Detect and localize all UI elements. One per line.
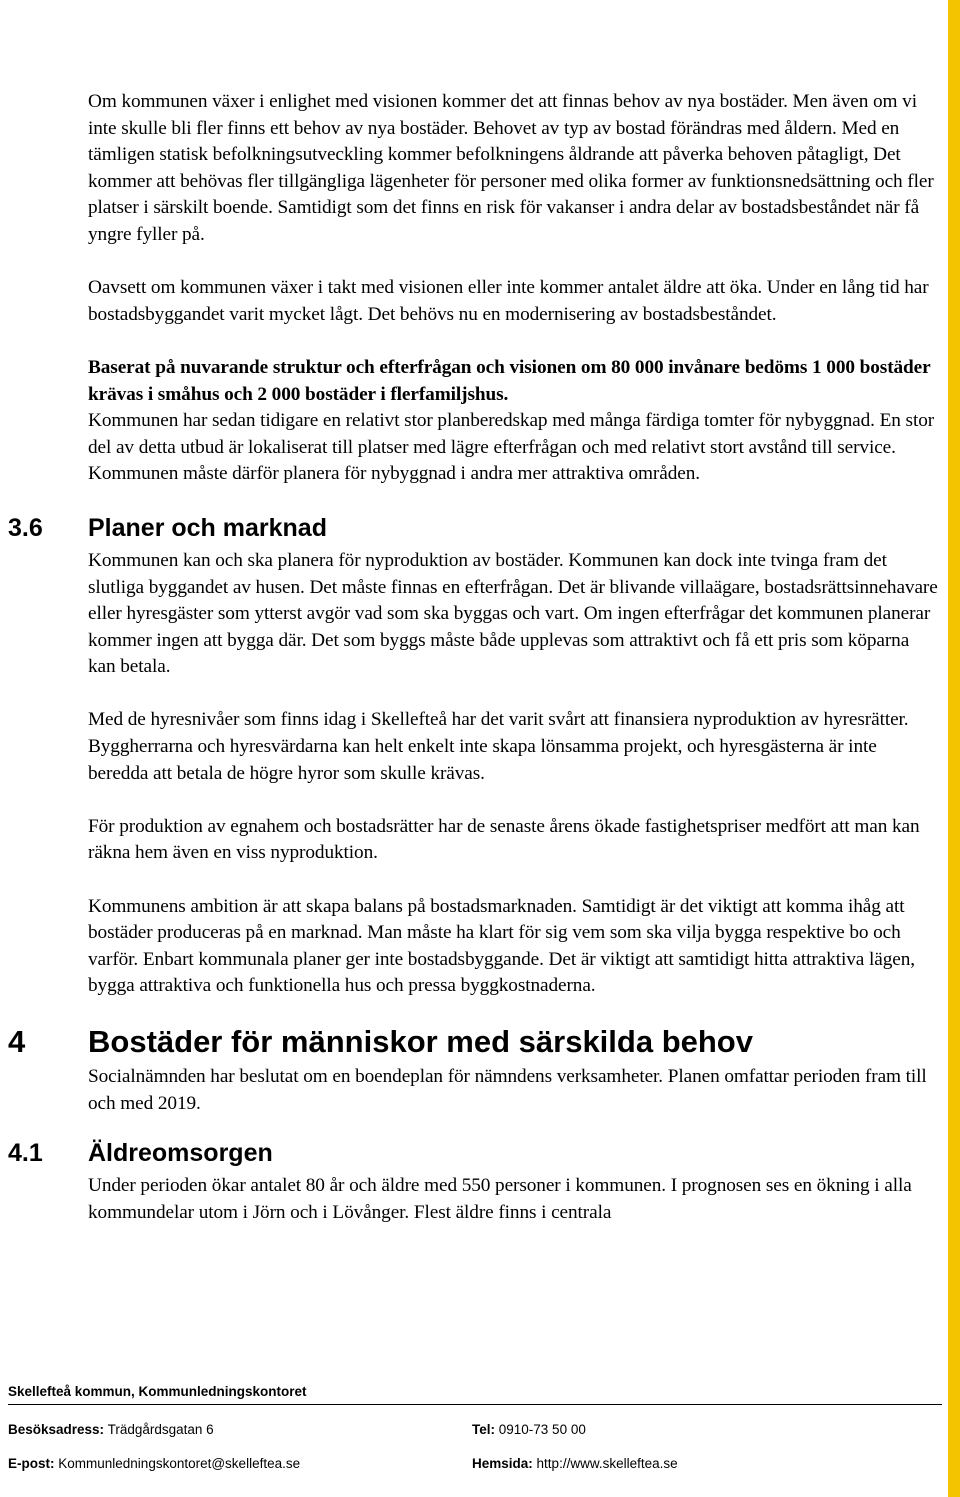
paragraph-bold: Baserat på nuvarande struktur och efterfrågan och visionen om 80 000 invånare bedöms 1 000 bostäder krävas i småhus och 2 000 bostäder i flerfamiljshus. bbox=[88, 356, 931, 405]
tel-value: 0910-73 50 00 bbox=[498, 1422, 586, 1437]
footer-org: Skellefteå kommun, Kommunledningskontoret bbox=[8, 1384, 307, 1399]
page-footer bbox=[8, 1380, 942, 1481]
section-number: 4 bbox=[8, 1024, 26, 1059]
paragraph: Under perioden ökar antalet 80 år och äldre med 550 personer i kommunen. I prognosen ses en ökning i alla kommundelar utom i Jörn och i Lövånger. Flest äldre finns i centrala bbox=[88, 1175, 912, 1223]
web-label: Hemsida: bbox=[472, 1456, 533, 1471]
section-heading-3-6 bbox=[8, 508, 940, 548]
paragraph: Kommunen kan och ska planera för nyproduktion av bostäder. Kommunen kan dock inte tvinga fram det slutliga byggandet av husen. Det måste finnas en efterfrågan. Det är blivande villaägare, bostadsrättsinnehavare eller hyresgäster som ytterst avgör vad som ska byggas och vart. Om ingen efterfrågar det kommunen planerar kommer ingen att bygga där. Det som byggs måste både upplevas som attraktivt och få ett pris som köparna kan betala. bbox=[88, 549, 938, 678]
section-number: 3.6 bbox=[8, 513, 43, 542]
paragraph: För produktion av egnahem och bostadsrätter har de senaste årens ökade fastighetspriser medfört att man kan räkna hem även en viss nyproduktion. bbox=[88, 815, 920, 864]
footer-divider bbox=[8, 1404, 942, 1405]
footer-row bbox=[8, 1447, 942, 1481]
paragraph: Kommunens ambition är att skapa balans på bostadsmarknaden. Samtidigt är det viktigt att komma ihåg att bostäder produceras på en marknad. Man måste ha klart för sig vem som ska vilja bygga respektive bo och varför. Enbart kommunala planer ger inte bostadsbyggande. Det är viktigt att samtidigt hitta attraktiva lägen, bygga attraktiva och funktionella hus och pressa byggkostnaderna. bbox=[88, 895, 915, 997]
accent-bar bbox=[948, 0, 960, 1497]
section-title: Äldreomsorgen bbox=[88, 1139, 273, 1168]
paragraph: Socialnämnden har beslutat om en boendeplan för nämndens verksamheter. Planen omfattar perioden fram till och med 2019. bbox=[88, 1066, 927, 1114]
web-value: http://www.skelleftea.se bbox=[536, 1456, 678, 1471]
document-body bbox=[8, 89, 940, 1226]
section-title: Bostäder för människor med särskilda behov bbox=[88, 1024, 753, 1059]
section-number: 4.1 bbox=[8, 1139, 43, 1168]
paragraph: Kommunen har sedan tidigare en relativt stor planberedskap med många färdiga tomter för nybyggnad. En stor del av detta utbud är lokaliserat till platser med lägre efterfrågan och med relativt stort avstånd till service. Kommunen måste därför planera för nybyggnad i andra mer attraktiva områden. bbox=[88, 410, 935, 485]
address-value: Trädgårdsgatan 6 bbox=[107, 1422, 214, 1437]
footer-row bbox=[8, 1413, 942, 1447]
tel-label: Tel: bbox=[472, 1422, 495, 1437]
paragraph: Oavsett om kommunen växer i takt med visionen eller inte kommer antalet äldre att öka. Under en lång tid har bostadsbyggandet varit mycket lågt. Det behövs nu en modernisering av bostadsbeståndet. bbox=[88, 277, 929, 325]
email-value: Kommunledningskontoret@skelleftea.se bbox=[58, 1456, 301, 1471]
section-title: Planer och marknad bbox=[88, 513, 327, 542]
paragraph: Om kommunen växer i enlighet med visionen kommer det att finnas behov av nya bostäder. Men även om vi inte skulle bli fler finns ett behov av nya bostäder. Behovet av typ av bostad förändras med åldern. Med en tämligen statisk befolkningsutveckling kommer befolkningens åldrande att påverka behoven påtagligt, Det kommer att behövas fler tillgängliga lägenheter för personer med olika former av funktionsnedsättning och fler platser i särskilt boende. Samtidigt som det finns en risk för vakanser i andra delar av bostadsbeståndet när få yngre fyller på. bbox=[88, 91, 934, 245]
email-label: E-post: bbox=[8, 1456, 55, 1471]
section-heading-4 bbox=[8, 1020, 940, 1064]
section-heading-4-1 bbox=[8, 1133, 940, 1173]
paragraph: Med de hyresnivåer som finns idag i Skellefteå har det varit svårt att finansiera nyproduktion av hyresrätter. Byggherrarna och hyresvärdarna kan helt enkelt inte skapa lönsamma projekt, och hyresgästerna är inte beredda att betala de högre hyror som skulle krävas. bbox=[88, 709, 909, 784]
address-label: Besöksadress: bbox=[8, 1422, 105, 1437]
